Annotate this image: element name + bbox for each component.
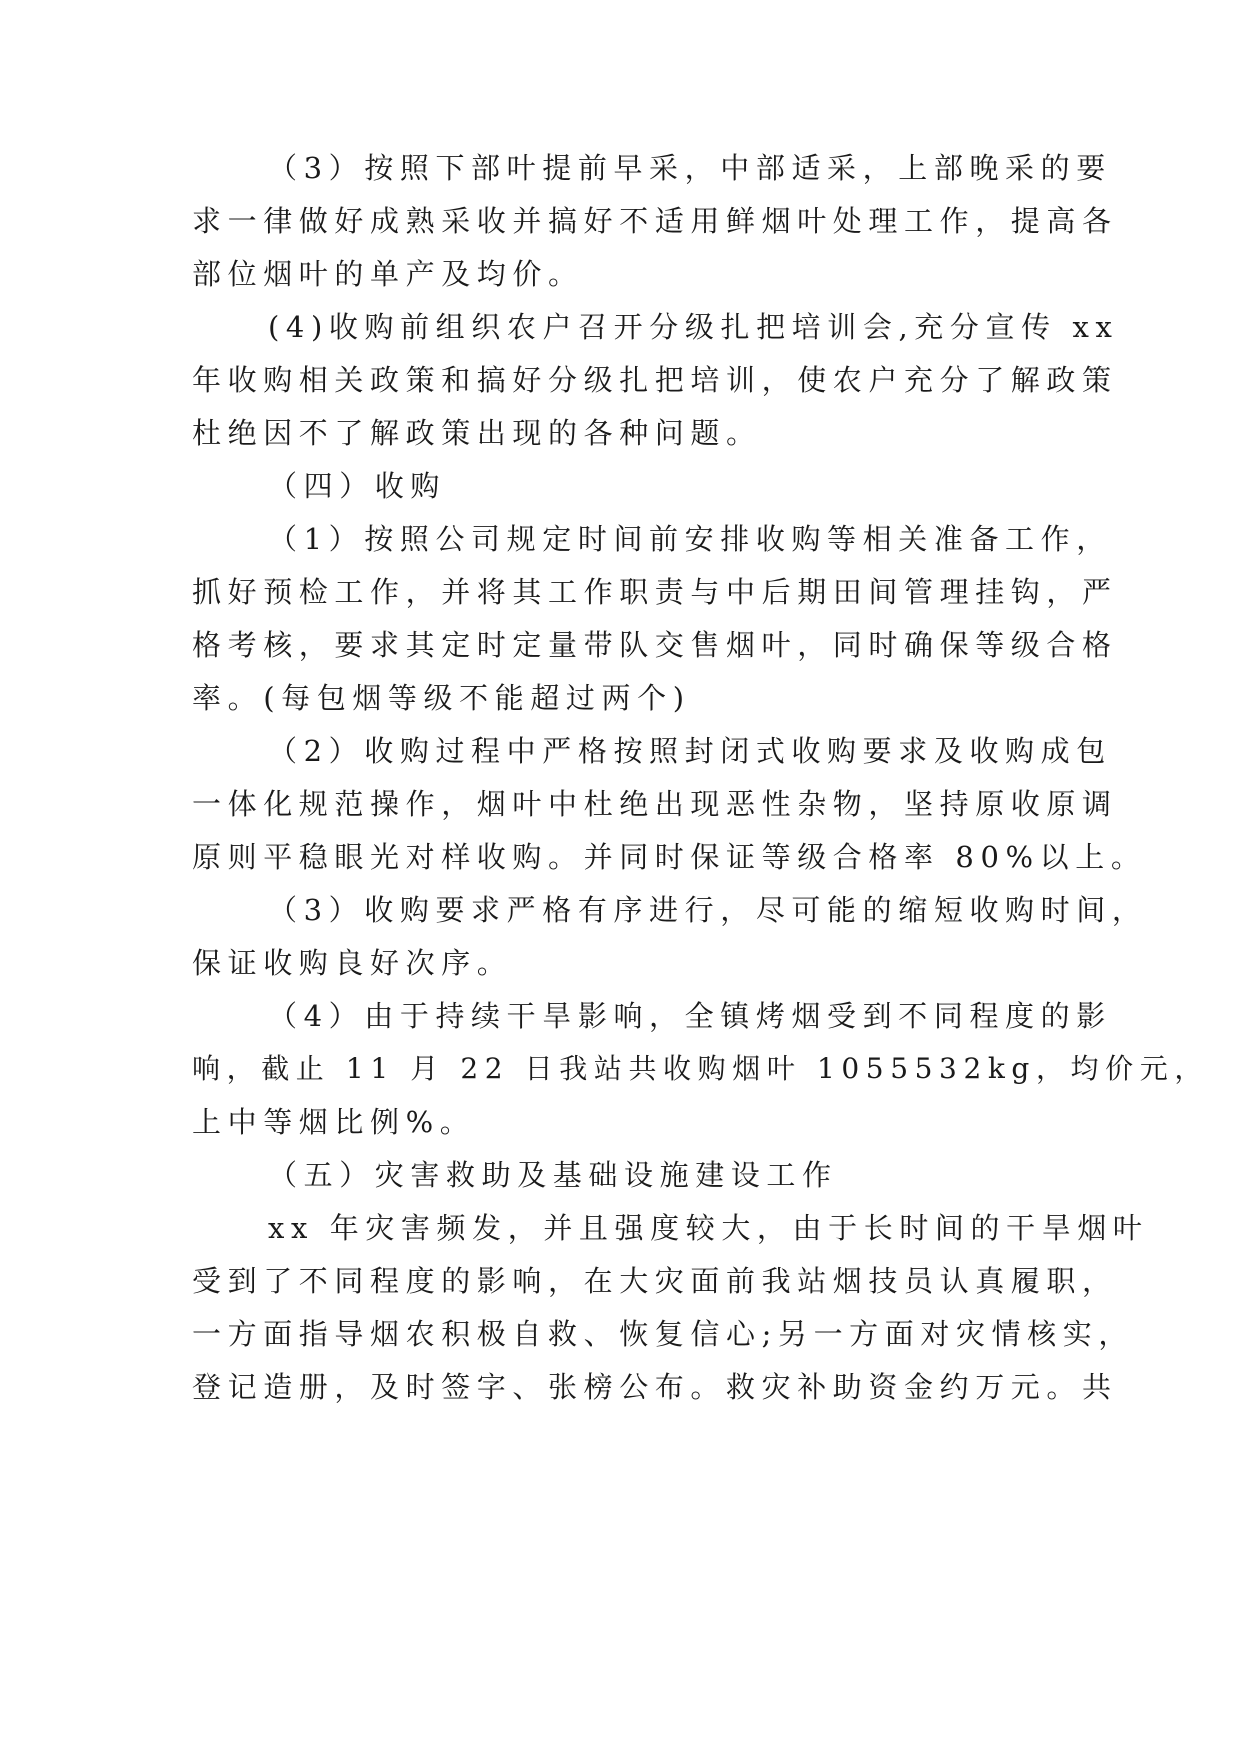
text-line: （1）按照公司规定时间前安排收购等相关准备工作， <box>268 522 1112 556</box>
text-line: 求一律做好成熟采收并搞好不适用鲜烟叶处理工作，提高各 <box>192 204 1118 238</box>
text-line: 响，截止 11 月 22 日我站共收购烟叶 1055532kg，均价元， <box>192 1052 1209 1085</box>
text-line: 格考核，要求其定时定量带队交售烟叶，同时确保等级合格 <box>192 628 1118 662</box>
text-line: 年收购相关政策和搞好分级扎把培训，使农户充分了解政策 <box>192 363 1118 397</box>
text-line: 一体化规范操作，烟叶中杜绝出现恶性杂物，坚持原收原调 <box>192 787 1118 821</box>
text-line: 杜绝因不了解政策出现的各种问题。 <box>192 416 762 450</box>
text-line: 一方面指导烟农积极自救、恢复信心;另一方面对灾情核实， <box>192 1317 1134 1351</box>
text-line: （3）收购要求严格有序进行，尽可能的缩短收购时间， <box>268 893 1148 927</box>
text-line: 率。(每包烟等级不能超过两个) <box>192 681 691 715</box>
text-line: 部位烟叶的单产及均价。 <box>192 257 584 291</box>
section-heading: （四）收购 <box>268 469 447 503</box>
text-line: 抓好预检工作，并将其工作职责与中后期田间管理挂钩，严 <box>192 575 1118 609</box>
text-line: （2）收购过程中严格按照封闭式收购要求及收购成包 <box>268 734 1112 768</box>
text-line: xx 年灾害频发，并且强度较大，由于长时间的干旱烟叶 <box>268 1211 1149 1245</box>
section-heading: （五）灾害救助及基础设施建设工作 <box>268 1158 838 1192</box>
text-line: （3）按照下部叶提前早采，中部适采，上部晚采的要 <box>268 151 1112 185</box>
text-line: 上中等烟比例%。 <box>192 1105 476 1139</box>
text-line: (4)收购前组织农户召开分级扎把培训会,充分宣传 xx <box>268 310 1119 344</box>
text-line: 保证收购良好次序。 <box>192 946 513 980</box>
text-line: 原则平稳眼光对样收购。并同时保证等级合格率 80%以上。 <box>192 840 1147 874</box>
text-line: （4）由于持续干旱影响，全镇烤烟受到不同程度的影 <box>268 999 1112 1033</box>
text-line: 受到了不同程度的影响，在大灾面前我站烟技员认真履职， <box>192 1264 1118 1298</box>
text-line: 登记造册，及时签字、张榜公布。救灾补助资金约万元。共 <box>192 1370 1118 1404</box>
